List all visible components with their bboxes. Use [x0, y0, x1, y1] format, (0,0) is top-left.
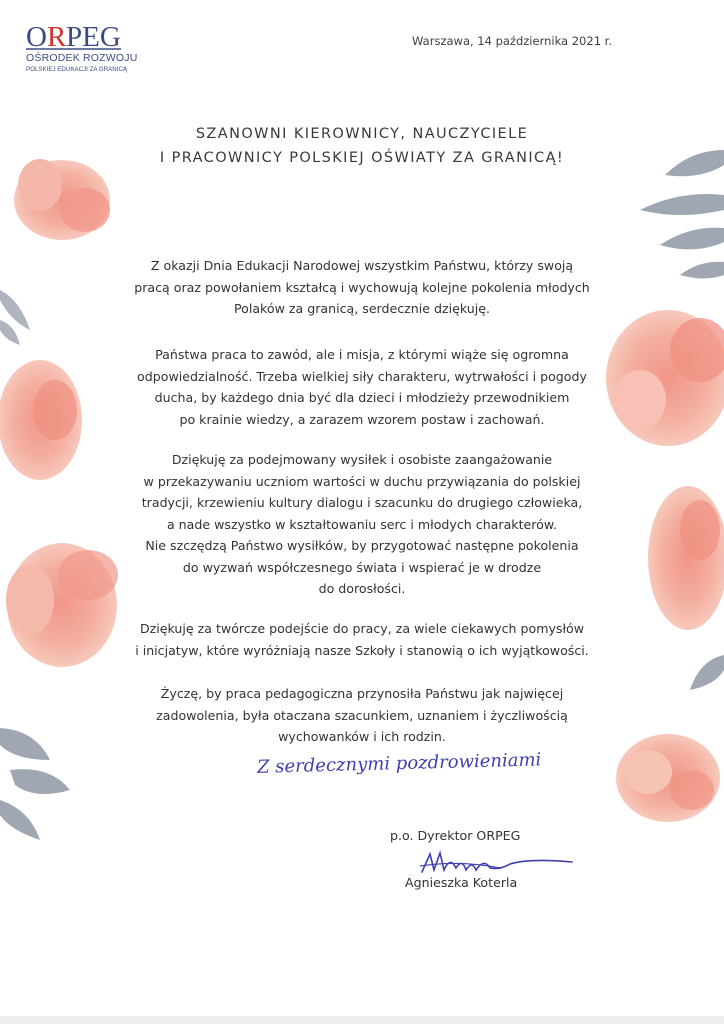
text-line: Polaków za granicą, serdecznie dziękuję. — [233, 301, 491, 316]
orpeg-logo — [26, 20, 138, 73]
text-line: po krainie wiedzy, a zarazem wzorem postaw i zachowań. — [179, 411, 545, 427]
text-line: Dziękuję za podejmowany wysiłek i osobiste zaangażowanie — [171, 452, 553, 467]
text-line: Dziękuję za twórcze podejście do pracy, za wiele ciekawych pomysłów — [139, 621, 585, 636]
text-line: wychowanków i ich rodzin. — [278, 729, 446, 744]
svg-text:PEG: PEG — [66, 21, 121, 52]
logo-subtitle-1: OŚRODEK ROZWOJU — [26, 52, 138, 64]
text-line: w przekazywaniu uczniom wartości w duchu przywiązania do polskiej — [143, 473, 581, 489]
signature-scribble — [400, 848, 575, 878]
letter-heading — [100, 122, 624, 170]
text-line: Państwa praca to zawód, ale i misja, z którymi wiąże się ogromna — [155, 347, 569, 362]
text-line: tradycji, krzewieniu kultury dialogu i szacunku do drugiego człowieka, — [141, 495, 583, 510]
paragraph-3 — [100, 449, 624, 600]
logo-wordmark — [26, 20, 136, 50]
signatory-name: Agnieszka Koterla — [405, 875, 518, 890]
handwritten-closing: Z serdecznymi pozdrowieniami — [256, 749, 542, 778]
svg-text:O: O — [26, 21, 47, 52]
paragraph-4 — [100, 618, 624, 661]
leaf-icon — [690, 655, 724, 690]
flower-icon — [648, 486, 724, 630]
text-line: zadowolenia, była otaczana szacunkiem, uznaniem i życzliwością — [156, 707, 568, 723]
paragraph-2 — [100, 344, 624, 430]
text-line: Z okazji Dnia Edukacji Narodowej wszystkim Państwu, którzy swoją — [150, 258, 574, 273]
text-line: ducha, by każdego dnia być dla dzieci i młodzieży przewodnikiem — [154, 390, 570, 405]
leaf-icon — [640, 150, 724, 279]
flower-icon — [0, 360, 82, 480]
heading-line: I PRACOWNICY POLSKIEJ OŚWIATY ZA GRANICĄ! — [159, 150, 565, 166]
text-line: do wyzwań współczesnego świata i wspierać je w drodze — [182, 559, 542, 575]
text-line: odpowiedzialność. Trzeba wielkiej siły charakteru, wytrwałości i pogody — [137, 368, 587, 384]
leaf-icon — [0, 728, 70, 840]
letter-date: Warszawa, 14 października 2021 r. — [412, 34, 612, 48]
text-line: i inicjatyw, które wyróżniają nasze Szkoły i stanowią o ich wyjątkowości. — [135, 642, 589, 658]
text-line: pracą oraz powołaniem kształcą i wychowują kolejne pokolenia młodych — [134, 279, 590, 295]
flower-icon — [14, 159, 110, 240]
text-line: a nade wszystko w kształtowaniu serc i młodych charakterów. — [166, 516, 558, 532]
text-line: do dorosłości. — [318, 581, 406, 596]
paragraph-5 — [100, 683, 624, 748]
paragraph-1 — [100, 255, 624, 320]
text-line: Życzę, by praca pedagogiczna przynosiła Państwu jak najwięcej — [160, 686, 564, 701]
flower-icon — [616, 734, 720, 822]
text-line: Nie szczędzą Państwo wysiłków, by przygotować następne pokolenia — [145, 538, 579, 553]
signatory-role: p.o. Dyrektor ORPEG — [390, 828, 521, 843]
heading-line: SZANOWNI KIEROWNICY, NAUCZYCIELE — [195, 126, 529, 142]
svg-text:R: R — [47, 21, 67, 52]
logo-mark — [26, 20, 136, 52]
logo-subtitle-2: POLSKIEJ EDUKACJI ZA GRANICĄ — [26, 66, 128, 73]
leaf-icon — [0, 290, 30, 345]
page-bottom-edge — [0, 1016, 724, 1024]
